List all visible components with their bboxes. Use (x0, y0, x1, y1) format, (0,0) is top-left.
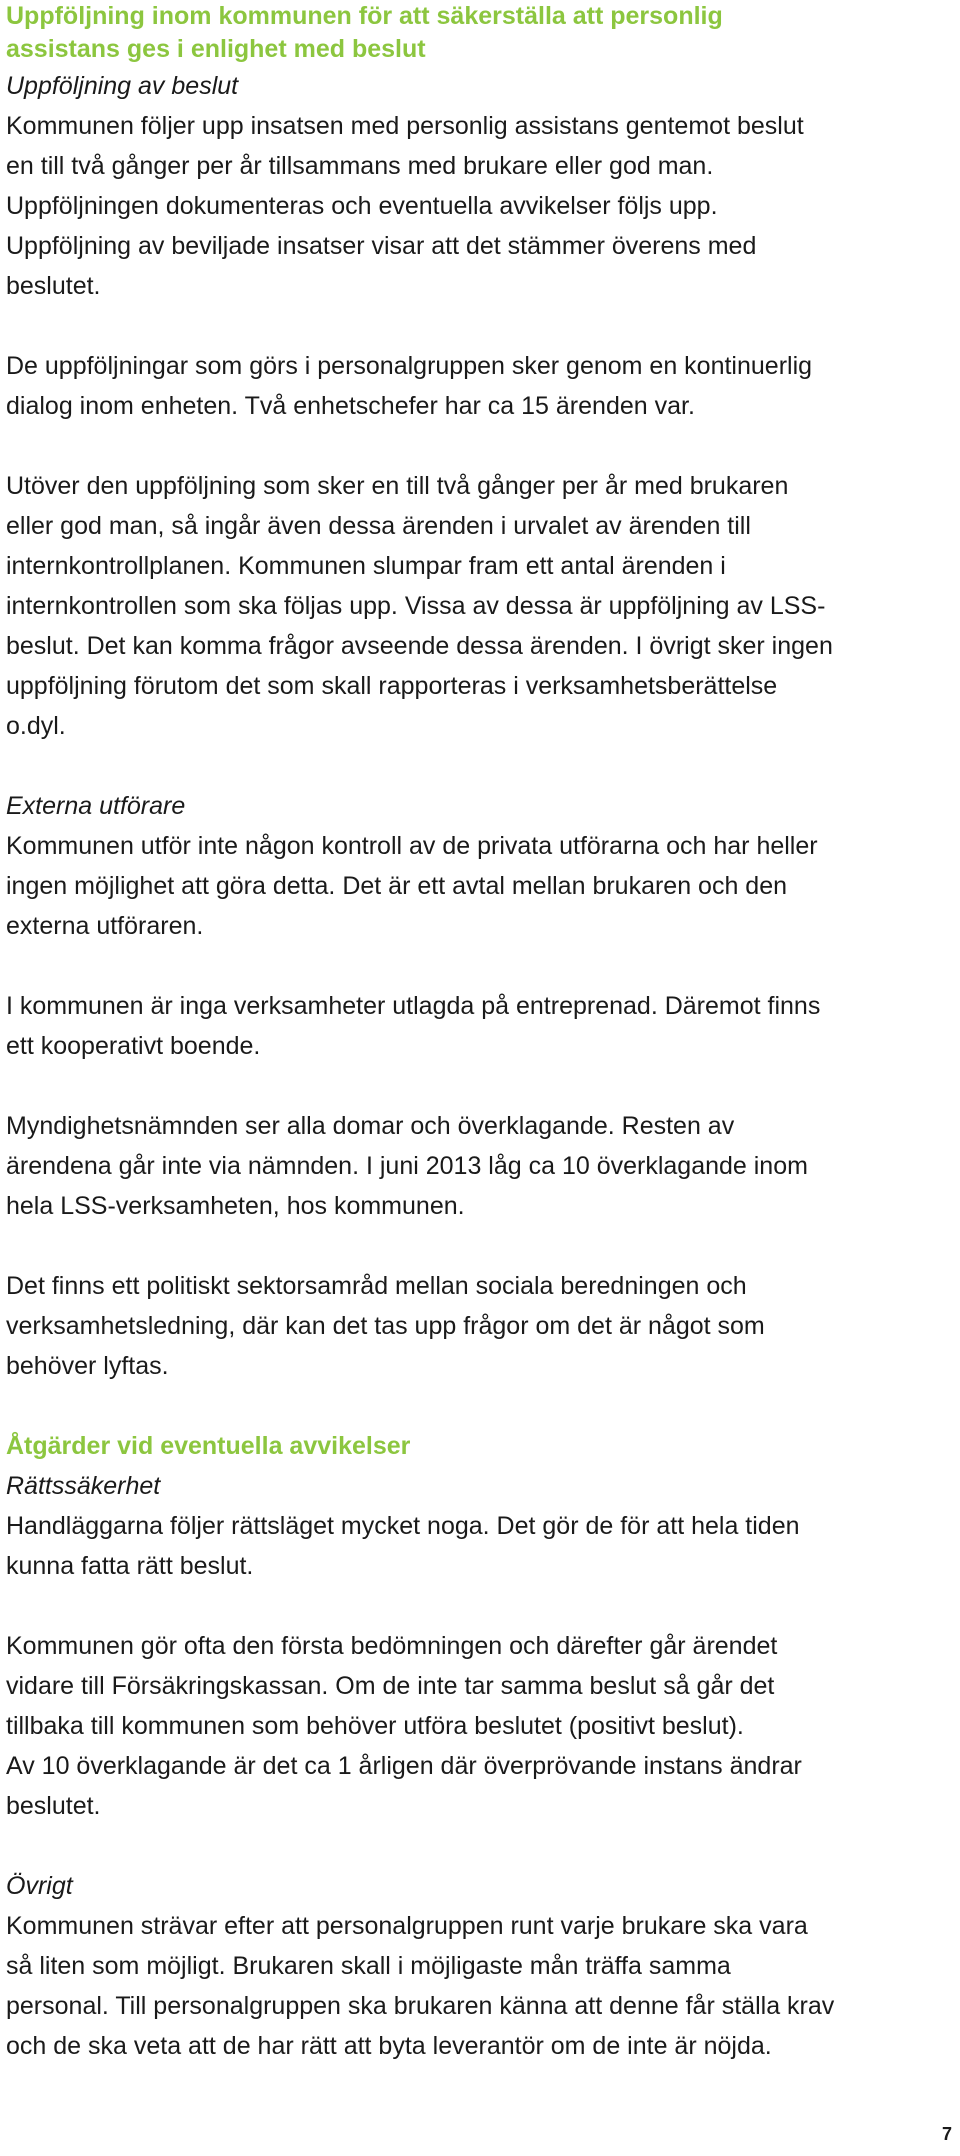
paragraph: Myndighetsnämnden ser alla domar och överklagande. Resten av ärendena går inte via nämnden. I juni 2013 låg ca 10 överklagande inom hela LSS-verksamheten, hos kommunen. (6, 1112, 808, 1220)
paragraph: I kommunen är inga verksamheter utlagda på entreprenad. Däremot finns ett kooperativt boende. (6, 992, 821, 1060)
subheading-rattssakerhet: Rättssäkerhet (6, 1472, 161, 1500)
subheading-uppfoljning-av-beslut: Uppföljning av beslut (6, 72, 239, 100)
page-number: 7 (941, 2124, 952, 2144)
section-heading-atgarder: Åtgärder vid eventuella avvikelser (6, 1432, 411, 1460)
section-heading-uppfoljning: Uppföljning inom kommunen för att säkerställa att personlig assistans ges i enlighet med beslut (6, 2, 723, 63)
paragraph: Utöver den uppföljning som sker en till två gånger per år med brukaren eller god man, så ingår även dessa ärenden i urvalet av ärenden till internkontrollplanen. Kommunen slumpar fram ett antal ärenden i internkontrollen som ska följas upp. Vissa av dessa är uppföljning av LSS- beslut. Det kan komma frågor avseende dessa ärenden. I övrigt sker ingen uppföljning förutom det som skall rapporteras i verksamhetsberättelse o.dyl. (6, 472, 833, 740)
paragraph: De uppföljningar som görs i personalgruppen sker genom en kontinuerlig dialog inom enheten. Två enhetschefer har ca 15 ärenden var. (6, 352, 813, 420)
paragraph: Kommunen utför inte någon kontroll av de privata utförarna och har heller ingen möjlighet att göra detta. Det är ett avtal mellan brukaren och den externa utföraren. (6, 832, 818, 940)
paragraph: Kommunen strävar efter att personalgruppen runt varje brukare ska vara så liten som möjligt. Brukaren skall i möjligaste mån träffa samma personal. Till personalgruppen ska brukaren känna att denne får ställa krav och de ska veta att de har rätt att byta leverantör om de inte är nöjda. (6, 1912, 835, 2060)
subheading-externa-utforare: Externa utförare (6, 792, 186, 820)
paragraph: Kommunen följer upp insatsen med personlig assistans gentemot beslut en till två gånger per år tillsammans med brukare eller god man. Uppföljningen dokumenteras och eventuella avvikelser följs upp. Uppföljning av beviljade insatser visar att det stämmer överens med beslutet. (6, 112, 804, 300)
paragraph: Kommunen gör ofta den första bedömningen och därefter går ärendet vidare till Försäkringskassan. Om de inte tar samma beslut så går det tillbaka till kommunen som behöver utföra beslutet (positivt beslut). Av 10 överklagande är det ca 1 årligen där överprövande instans ändrar beslutet. (6, 1632, 802, 1820)
document-page (6, 0, 956, 2066)
paragraph: Det finns ett politiskt sektorsamråd mellan sociala beredningen och verksamhetsledning, där kan det tas upp frågor om det är något som behöver lyftas. (6, 1272, 765, 1380)
paragraph: Handläggarna följer rättsläget mycket noga. Det gör de för att hela tiden kunna fatta rätt beslut. (6, 1512, 800, 1580)
subheading-ovrigt: Övrigt (6, 1872, 73, 1900)
